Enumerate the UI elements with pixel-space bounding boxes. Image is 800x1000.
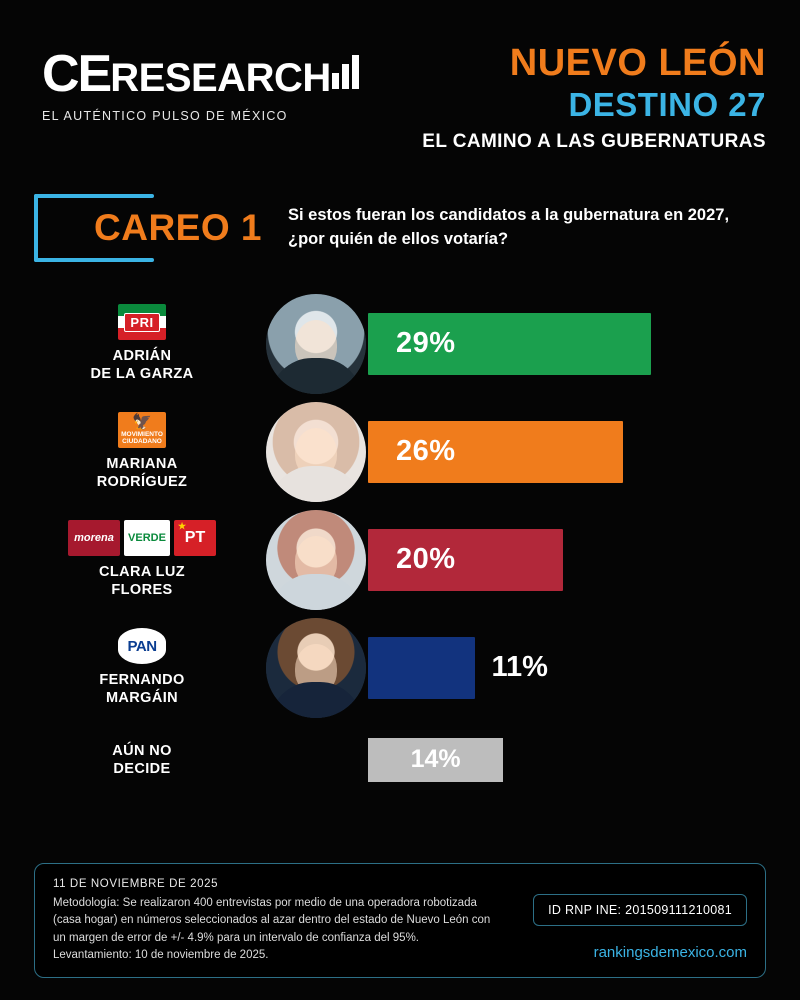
candidate-photo-wrap bbox=[264, 402, 368, 502]
candidate-name-line1: ADRIÁN bbox=[112, 348, 172, 365]
candidate-photo-wrap bbox=[264, 618, 368, 718]
bar-track bbox=[368, 738, 766, 782]
title-block bbox=[422, 34, 766, 153]
result-bar bbox=[368, 421, 623, 483]
candidate-photo-wrap bbox=[264, 510, 368, 610]
careo-label: CAREO 1 bbox=[94, 206, 262, 248]
candidate-info bbox=[34, 304, 264, 383]
brand-tagline: EL AUTÉNTICO PULSO DE MÉXICO bbox=[42, 109, 288, 123]
candidate-name-line2: FLORES bbox=[111, 582, 173, 599]
morena-logo-icon bbox=[68, 520, 120, 556]
bar-track bbox=[368, 313, 766, 375]
avatar bbox=[266, 402, 366, 502]
candidate-name-line2: RODRÍGUEZ bbox=[96, 474, 188, 491]
party-logo-group bbox=[118, 628, 166, 664]
party-logo-group bbox=[118, 304, 166, 340]
undecided-label-line2: DECIDE bbox=[113, 760, 171, 777]
bar-track bbox=[368, 529, 766, 591]
candidate-name-line1: MARIANA bbox=[106, 456, 178, 473]
mc-logo-line2: CIUDADANO bbox=[122, 438, 162, 446]
candidate-name-line1: FERNANDO bbox=[99, 672, 185, 689]
verde-logo-text: VERDE bbox=[128, 532, 166, 545]
question-bar-underline bbox=[34, 258, 154, 262]
fieldwork-text: Levantamiento: 10 de noviembre de 2025. bbox=[53, 949, 269, 961]
question-bar bbox=[34, 188, 766, 268]
pan-logo-text: PAN bbox=[127, 637, 157, 655]
result-value: 20% bbox=[396, 543, 456, 576]
undecided-label-line1: AÚN NO bbox=[112, 742, 172, 759]
candidate-name-line2: MARGÁIN bbox=[105, 690, 179, 707]
methodology-text: Metodología: Se realizaron 400 entrevistas por medio de una operadora robotizada (casa hogar) en números seleccionados al azar dentro del estado de Nuevo León con un margen de error de +/- 4.9% para un intervalo de confianza del 95%. bbox=[53, 896, 491, 945]
rnp-id-badge: ID RNP INE: 201509111210081 bbox=[533, 894, 747, 926]
pt-logo-icon bbox=[174, 520, 216, 556]
result-bar bbox=[368, 738, 503, 782]
results-chart bbox=[0, 290, 800, 798]
candidate-info bbox=[34, 412, 264, 491]
pan-logo-icon bbox=[118, 628, 166, 664]
mc-logo-line1: MOVIMIENTO bbox=[121, 431, 163, 439]
candidate-info bbox=[34, 628, 264, 707]
logo-wordmark bbox=[42, 45, 359, 103]
header bbox=[0, 0, 800, 180]
logo-research-text: RESEARCH bbox=[110, 56, 331, 100]
candidate-name-line2: DE LA GARZA bbox=[90, 366, 194, 383]
footer bbox=[34, 863, 766, 978]
bird-icon: 🦅 bbox=[132, 414, 152, 432]
poll-question: Si estos fueran los candidatos a la gubernatura en 2027, ¿por quién de ellos votaría? bbox=[287, 206, 730, 248]
brand-logo bbox=[34, 34, 359, 123]
chart-row bbox=[34, 506, 766, 614]
chart-row bbox=[34, 398, 766, 506]
pri-logo-text: PRI bbox=[124, 313, 159, 332]
morena-logo-text: morena bbox=[74, 532, 114, 545]
logo-ce-text: CE bbox=[42, 45, 111, 103]
result-value: 14% bbox=[410, 745, 461, 774]
undecided-label bbox=[34, 742, 264, 778]
result-bar bbox=[368, 637, 475, 699]
movimiento-ciudadano-logo-icon bbox=[118, 412, 166, 448]
bar-track bbox=[368, 637, 766, 699]
website-link[interactable]: rankingsdemexico.com bbox=[593, 943, 747, 961]
destiny-title: DESTINO 27 bbox=[568, 85, 766, 123]
party-logo-group bbox=[68, 520, 216, 556]
pri-logo-icon bbox=[118, 304, 166, 340]
result-value: 29% bbox=[396, 327, 456, 360]
avatar bbox=[266, 294, 366, 394]
chart-row bbox=[34, 614, 766, 722]
chart-row-undecided bbox=[34, 722, 766, 798]
candidate-name bbox=[91, 347, 194, 383]
star-icon: ★ bbox=[178, 521, 187, 532]
result-value: 26% bbox=[396, 435, 456, 468]
candidate-name-line1: CLARA LUZ bbox=[98, 564, 186, 581]
candidate-name bbox=[99, 671, 184, 707]
bar-track bbox=[368, 421, 766, 483]
party-logo-group bbox=[118, 412, 166, 448]
avatar bbox=[266, 510, 366, 610]
candidate-name bbox=[97, 455, 188, 491]
result-value: 11% bbox=[491, 651, 548, 684]
footer-right-block bbox=[533, 878, 747, 961]
publish-date: 11 DE NOVIEMBRE DE 2025 bbox=[53, 877, 219, 890]
pvem-logo-icon bbox=[124, 520, 170, 556]
candidate-name bbox=[99, 563, 185, 599]
avatar bbox=[266, 618, 366, 718]
footer-methodology-block bbox=[53, 878, 493, 961]
state-title: NUEVO LEÓN bbox=[509, 42, 766, 84]
result-bar bbox=[368, 313, 651, 375]
bar-chart-icon bbox=[332, 55, 359, 89]
pt-logo-text: PT bbox=[184, 529, 206, 547]
chart-row bbox=[34, 290, 766, 398]
candidate-info bbox=[34, 520, 264, 599]
candidate-photo-wrap bbox=[264, 294, 368, 394]
result-bar bbox=[368, 529, 563, 591]
header-subtitle: EL CAMINO A LAS GUBERNATURAS bbox=[422, 130, 766, 152]
